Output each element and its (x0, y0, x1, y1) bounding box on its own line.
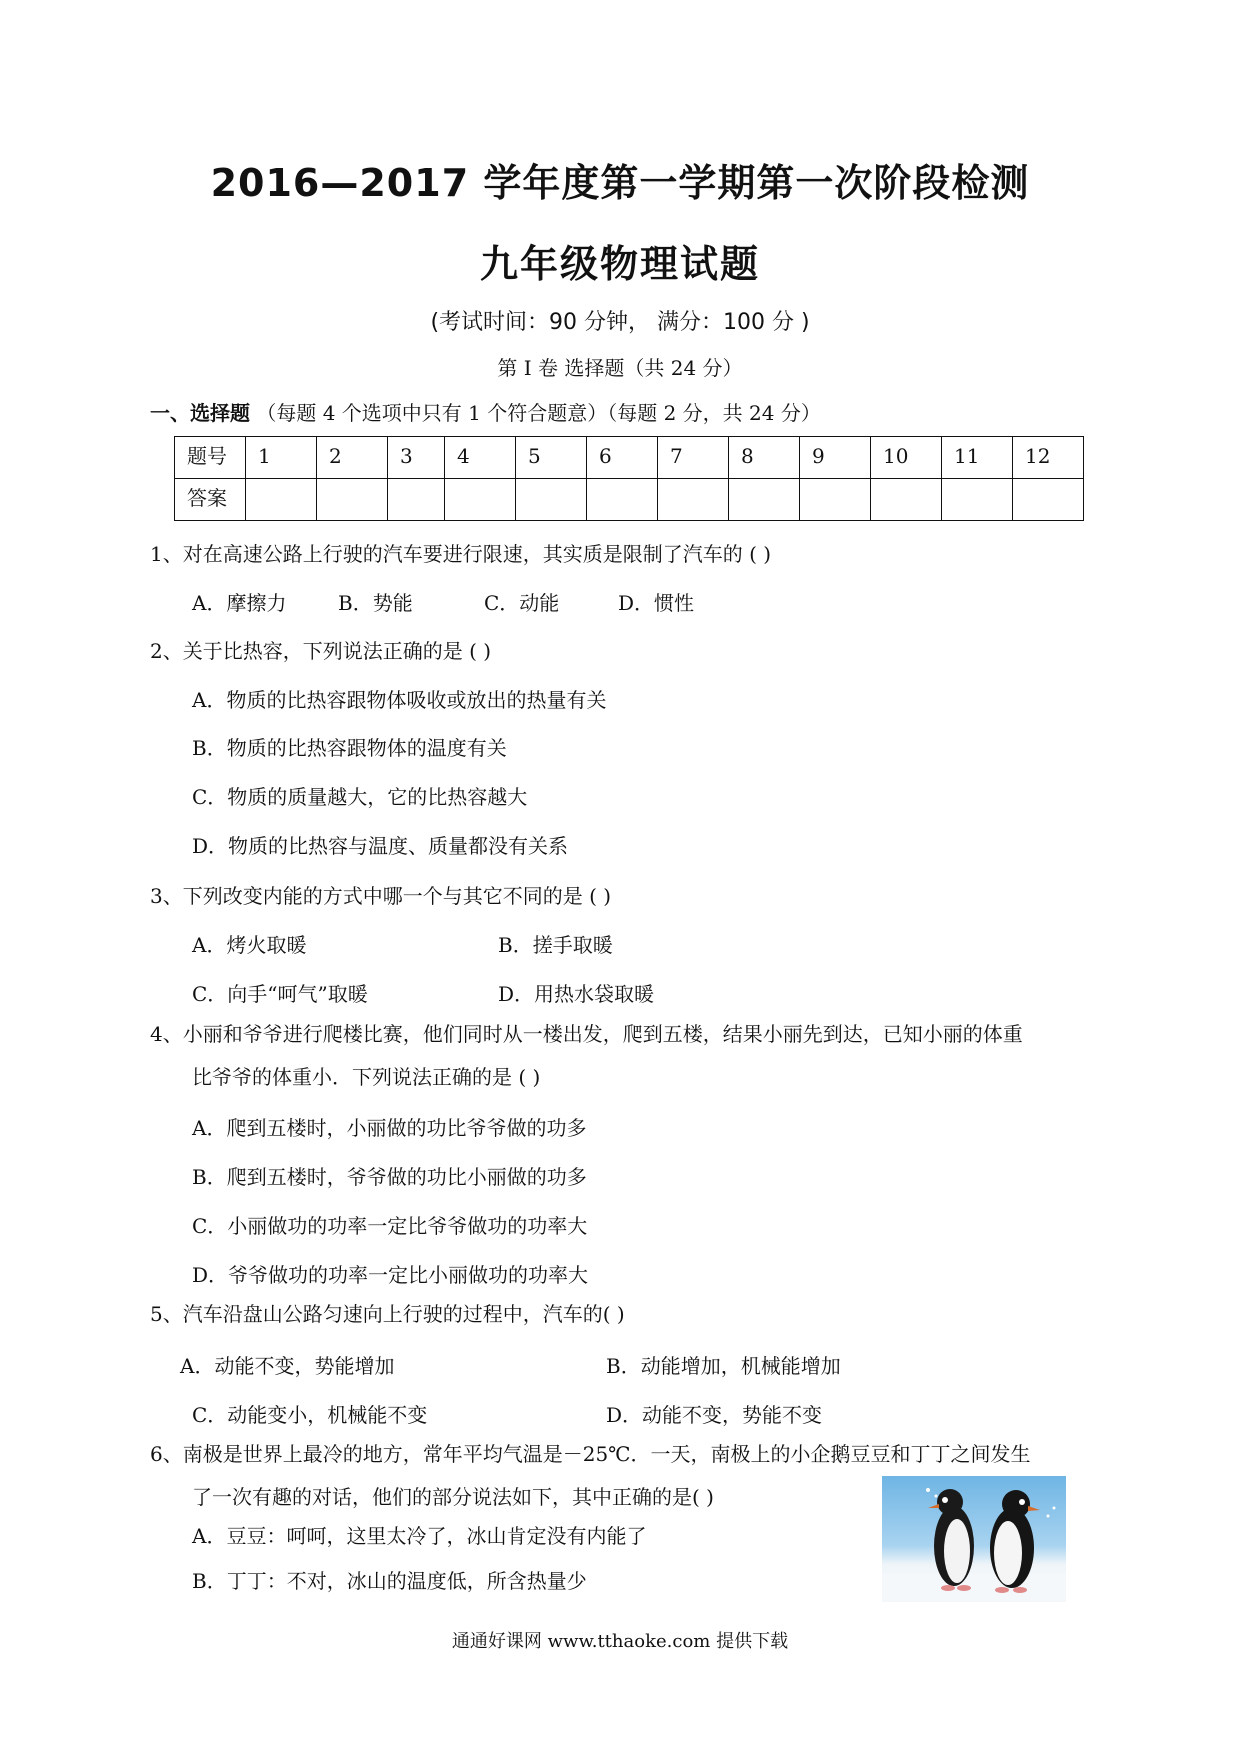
table-cell-number: 3 (388, 437, 445, 479)
question-4-stem-line2: 比爷爷的体重小．下列说法正确的是 ( ) (192, 1065, 541, 1089)
table-cell-number: 10 (871, 437, 942, 479)
question-2-option-b: B．物质的比热容跟物体的温度有关 (192, 736, 507, 760)
section-heading (150, 397, 821, 426)
question-4-option-d: D．爷爷做功的功率一定比小丽做功的功率大 (192, 1263, 589, 1287)
question-4-stem-line1: 4、小丽和爷爷进行爬楼比赛，他们同时从一楼出发，爬到五楼，结果小丽先到达，已知小丽的体重 (150, 1022, 1023, 1046)
answer-table (174, 436, 1084, 521)
table-row-label: 答案 (175, 479, 246, 521)
section-title: 一、选择题 (150, 401, 250, 425)
answer-table-answer-row (175, 479, 1084, 521)
table-cell-number: 8 (729, 437, 800, 479)
answer-cell[interactable] (800, 479, 871, 521)
part-heading: 第 I 卷 选择题（共 24 分） (497, 356, 743, 380)
exam-subtitle: 九年级物理试题 (479, 242, 760, 286)
question-6-stem-line2: 了一次有趣的对话，他们的部分说法如下，其中正确的是( ) (192, 1485, 714, 1509)
exam-meta: (考试时间：90 分钟， 满分：100 分 ) (430, 310, 810, 335)
question-5-option-b: B．动能增加，机械能增加 (606, 1354, 841, 1378)
question-5-option-d: D．动能不变，势能不变 (606, 1403, 823, 1427)
table-row-label: 题号 (175, 437, 246, 479)
question-2-option-d: D．物质的比热容与温度、质量都没有关系 (192, 834, 569, 858)
answer-cell[interactable] (388, 479, 445, 521)
question-6-option-a: A．豆豆：呵呵，这里太冷了，冰山肯定没有内能了 (192, 1524, 647, 1548)
question-2-stem: 2、关于比热容，下列说法正确的是 ( ) (150, 639, 492, 663)
answer-cell[interactable] (246, 479, 317, 521)
question-3-option-c: C．向手“呵气”取暖 (192, 982, 368, 1006)
table-cell-number: 7 (658, 437, 729, 479)
table-cell-number: 6 (587, 437, 658, 479)
question-1-option-b: B．势能 (338, 591, 413, 615)
question-4-option-a: A．爬到五楼时，小丽做的功比爷爷做的功多 (192, 1116, 587, 1140)
page-footer: 通通好课网 www.tthaoke.com 提供下载 (451, 1631, 789, 1652)
answer-cell[interactable] (871, 479, 942, 521)
question-1-option-d: D．惯性 (618, 591, 695, 615)
question-4-option-b: B．爬到五楼时，爷爷做的功比小丽做的功多 (192, 1165, 587, 1189)
answer-cell[interactable] (317, 479, 388, 521)
table-cell-number: 5 (516, 437, 587, 479)
exam-title: 2016—2017 学年度第一学期第一次阶段检测 (210, 161, 1030, 205)
answer-cell[interactable] (445, 479, 516, 521)
penguins-image (882, 1476, 1066, 1602)
answer-cell[interactable] (516, 479, 587, 521)
question-5-option-a: A．动能不变，势能增加 (180, 1354, 395, 1378)
question-2-option-c: C．物质的质量越大，它的比热容越大 (192, 785, 528, 809)
question-4-option-c: C．小丽做功的功率一定比爷爷做功的功率大 (192, 1214, 588, 1238)
answer-cell[interactable] (587, 479, 658, 521)
question-3-stem: 3、下列改变内能的方式中哪一个与其它不同的是 ( ) (150, 884, 612, 908)
question-1-option-c: C．动能 (484, 591, 560, 615)
table-cell-number: 12 (1013, 437, 1084, 479)
question-2-option-a: A．物质的比热容跟物体吸收或放出的热量有关 (192, 688, 607, 712)
question-6-stem-line1: 6、南极是世界上最冷的地方，常年平均气温是－25℃．一天，南极上的小企鹅豆豆和丁丁之间发生 (150, 1442, 1031, 1466)
answer-cell[interactable] (942, 479, 1013, 521)
section-note: （每题 4 个选项中只有 1 个符合题意）（每题 2 分，共 24 分） (256, 401, 821, 425)
penguin-illustration (882, 1476, 1066, 1602)
answer-cell[interactable] (1013, 479, 1084, 521)
question-5-stem: 5、汽车沿盘山公路匀速向上行驶的过程中，汽车的( ) (150, 1302, 625, 1326)
question-3-option-d: D．用热水袋取暖 (498, 982, 655, 1006)
question-1-stem: 1、对在高速公路上行驶的汽车要进行限速，其实质是限制了汽车的 ( ) (150, 542, 772, 566)
table-cell-number: 1 (246, 437, 317, 479)
answer-cell[interactable] (658, 479, 729, 521)
question-5-option-c: C．动能变小，机械能不变 (192, 1403, 428, 1427)
table-cell-number: 9 (800, 437, 871, 479)
question-3-option-b: B．搓手取暖 (498, 933, 613, 957)
table-cell-number: 4 (445, 437, 516, 479)
question-6-option-b: B．丁丁：不对，冰山的温度低，所含热量少 (192, 1569, 587, 1593)
question-3-option-a: A．烤火取暖 (192, 933, 307, 957)
table-cell-number: 2 (317, 437, 388, 479)
answer-cell[interactable] (729, 479, 800, 521)
table-cell-number: 11 (942, 437, 1013, 479)
answer-table-number-row (175, 437, 1084, 479)
question-1-option-a: A．摩擦力 (192, 591, 287, 615)
